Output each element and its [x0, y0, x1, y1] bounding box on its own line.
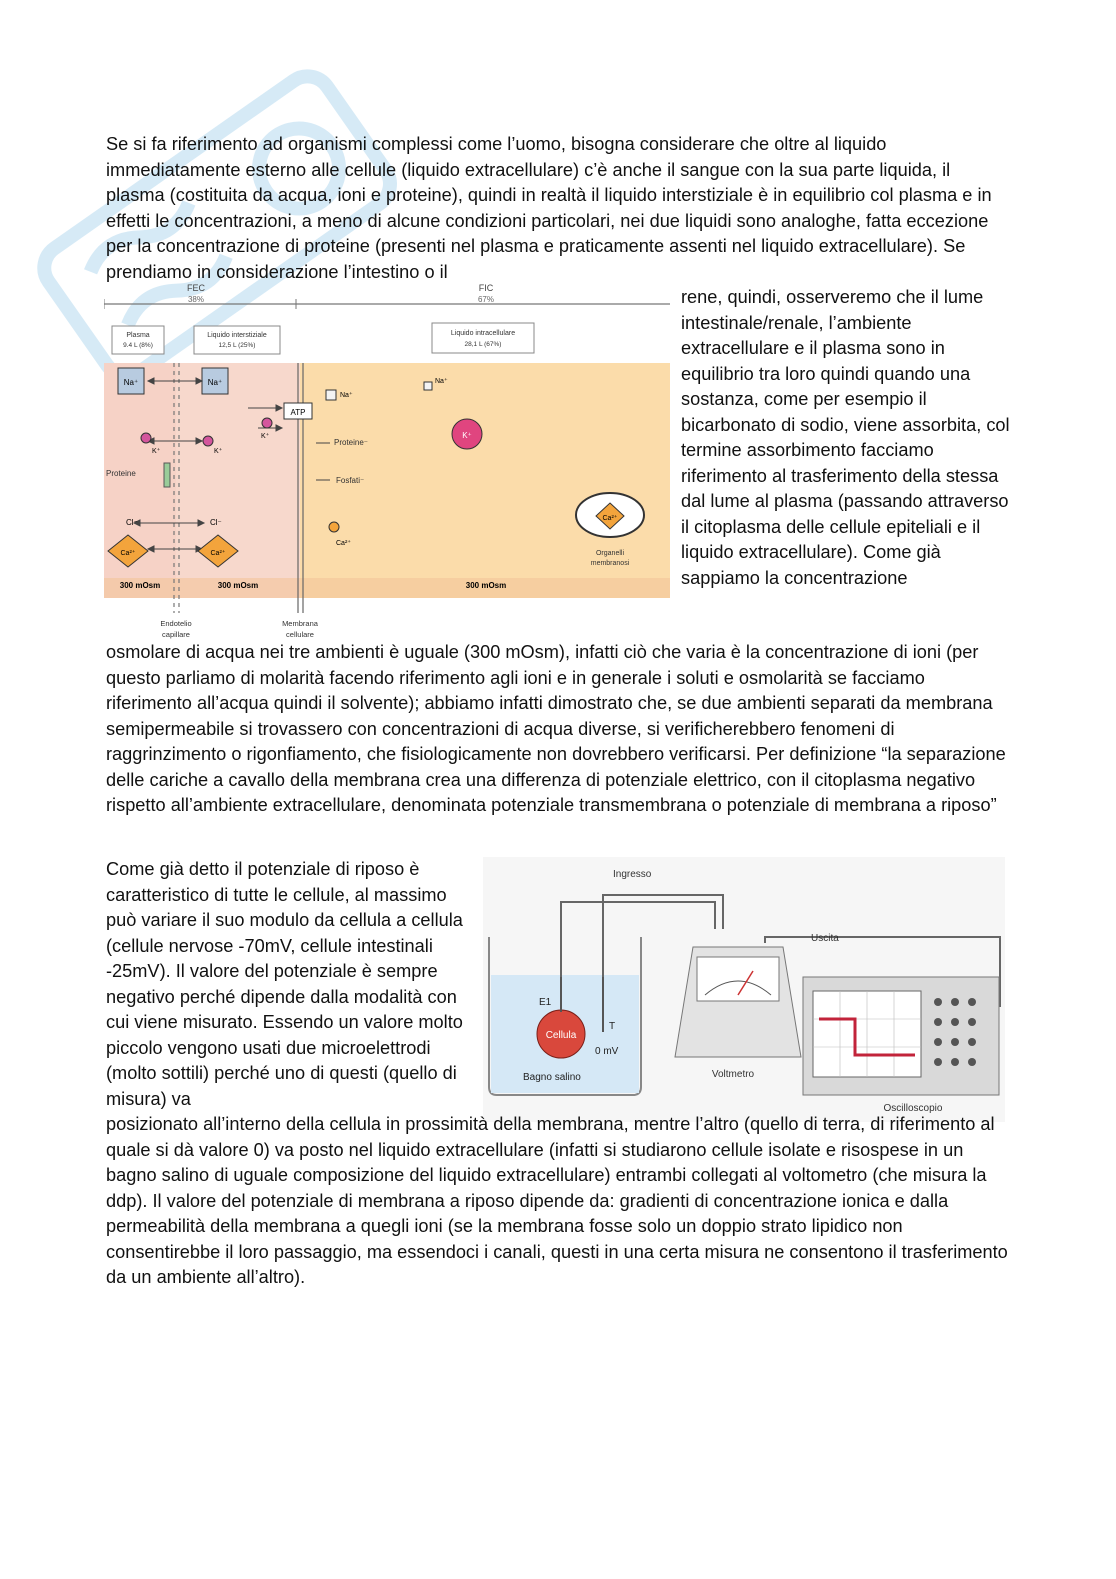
svg-text:T: T: [609, 1021, 616, 1032]
plasma-box: [112, 326, 164, 354]
svg-text:Fosfati⁻: Fosfati⁻: [336, 476, 365, 485]
svg-text:Proteine⁻: Proteine⁻: [334, 438, 369, 447]
svg-text:300 mOsm: 300 mOsm: [217, 581, 259, 590]
svg-text:Ca²⁺: Ca²⁺: [210, 550, 226, 557]
svg-text:Organelli: Organelli: [595, 550, 625, 557]
svg-text:K⁺: K⁺: [214, 448, 223, 455]
fic-pct: 67%: [477, 295, 495, 304]
svg-text:Endotelio: Endotelio: [160, 619, 192, 628]
paragraph-resting-potential: Come già detto il potenziale di riposo è caratteristico di tutte le cellule, al massimo può variare il suo modulo da cellula a cellula (cellule nervose -70mV, cellule intestinali -25mV). Il valore del potenziale è sempre negativo perché dipende dalla modalità con cui viene misurato. Essendo un valore molto piccolo vengono usati due microelettrodi (molto sottili) perché uno di questi (quello di misura) va: [106, 859, 463, 1109]
svg-text:Liquido interstiziale: Liquido interstiziale: [207, 332, 267, 339]
svg-text:Ca²⁺: Ca²⁺: [602, 515, 618, 522]
svg-text:300 mOsm: 300 mOsm: [465, 581, 507, 590]
svg-text:capillare: capillare: [162, 630, 190, 639]
input-label: Ingresso: [613, 869, 652, 880]
svg-text:300 mOsm: 300 mOsm: [119, 581, 161, 590]
cell-label: Cellula: [545, 1030, 577, 1041]
paragraph-intro-continued: osmolare di acqua nei tre ambienti è uguale (300 mOsm), infatti ciò che varia è la concentrazione di ioni (per questo parliamo di molarità facendo riferimento agli ioni e in generale i soluti e osmolarità se facciamo riferimento all’acqua quindi il solvente); abbiamo infatti dimostrato che, se due ambienti separati da membrana semipermeabile si trovassero con concentrazioni di acqua diverse, si verificherebbero fenomeni di raggrinzimento o rigonfiamento, che fisiologicamente non dovrebbero verificarsi. Per definizione “la separazione delle cariche a cavallo della membrana crea una differenza di potenziale elettrico, con il citoplasma negativo rispetto all’ambiente extracellulare, denominata potenziale transmembrana o potenziale di membrana a riposo”: [106, 642, 1006, 815]
svg-text:Proteine: Proteine: [106, 469, 136, 478]
fec-pct: 38%: [187, 295, 205, 304]
paragraph-resting-potential-continued: posizionato all’interno della cellula in prossimità della membrana, mentre l’altro (quello di terra, di riferimento al quale si dà valore 0) va posto nel liquido extracellulare (infatti si studiarono cellule isolate e risospese in un bagno salino di uguale composizione del liquido extracellulare) entrambi collegati al voltometro (che misura la ddp). Il valore del potenziale di membrana a riposo dipende da: gradienti di concentrazione ionica e dalla permeabilità della membrana a quegli ioni (se la membrana fosse solo un doppio strato lipidico non consentirebbe il loro passaggio, ma essendoci i canali, questi in una certa misura ne consentono il trasferimento da un ambiente all’altro).: [106, 1114, 1008, 1287]
svg-text:membranosi: membranosi: [590, 560, 630, 567]
svg-text:K⁺: K⁺: [462, 431, 472, 440]
intracellular-box: [432, 323, 534, 353]
svg-text:K⁺: K⁺: [261, 433, 270, 440]
figure-body-fluid-compartments: [104, 283, 670, 643]
svg-text:Ca²⁺: Ca²⁺: [336, 540, 351, 547]
svg-text:0 mV: 0 mV: [595, 1046, 619, 1057]
paragraph-intro-side: rene, quindi, osserveremo che il lume intestinale/renale, l’ambiente extracellulare e il plasma sono in equilibrio tra loro quindi quando una sostanza, come per esempio il bicarbonato di sodio, viene assorbita, col termine assorbimento facciamo riferimento al trasferimento della stessa dal lume al plasma (passando attraverso il citoplasma delle cellule epiteliali e il liquido extracellulare). Come già sappiamo la concentrazione: [681, 287, 1010, 588]
svg-text:Na⁺: Na⁺: [207, 378, 223, 387]
svg-text:E1: E1: [539, 997, 552, 1008]
svg-text:Cl⁻: Cl⁻: [210, 518, 222, 527]
svg-text:Na⁺: Na⁺: [435, 378, 448, 385]
svg-text:9.4 L (8%): 9.4 L (8%): [123, 342, 153, 349]
fic-label: FIC: [478, 283, 494, 293]
svg-text:Liquido intracellulare: Liquido intracellulare: [450, 330, 516, 337]
svg-text:28,1 L (67%): 28,1 L (67%): [464, 341, 502, 348]
svg-text:cellulare: cellulare: [286, 630, 314, 639]
svg-text:Plasma: Plasma: [126, 332, 150, 339]
interstitial-compartment: [176, 363, 300, 598]
svg-text:Ca²⁺: Ca²⁺: [120, 550, 136, 557]
figure-membrane-potential-measurement: [483, 857, 1005, 1122]
output-label: Uscita: [811, 933, 839, 944]
svg-text:Na⁺: Na⁺: [123, 378, 139, 387]
interstitial-box: [194, 326, 280, 354]
svg-text:K⁺: K⁺: [152, 448, 161, 455]
fec-label: FEC: [187, 283, 205, 293]
voltmeter-label: Voltmetro: [711, 1069, 755, 1080]
svg-text:ATP: ATP: [290, 408, 306, 417]
oscilloscope-label: Oscilloscopio: [883, 1103, 943, 1114]
svg-text:Na⁺: Na⁺: [340, 392, 353, 399]
paragraph-intro: Se si fa riferimento ad organismi complessi come l’uomo, bisogna considerare che oltre al liquido immediatamente esterno alle cellule (liquido extracellulare) c’è anche il sangue con la sua parte liquida, il plasma (costituita da acqua, ioni e proteine), quindi in realtà il liquido interstiziale è in equilibrio col plasma e in effetti le concentrazioni, a meno di alcune condizioni particolari, nei due liquidi sono analoghe, fatta eccezione per la concentrazione di proteine (presenti nel plasma e praticamente assenti nel liquido extracellulare). Se prendiamo in considerazione l’intestino o il: [106, 134, 992, 282]
svg-text:Membrana: Membrana: [282, 619, 318, 628]
svg-text:Cl⁻: Cl⁻: [126, 518, 138, 527]
svg-text:Bagno salino: Bagno salino: [523, 1072, 581, 1083]
svg-text:12,5 L (25%): 12,5 L (25%): [218, 342, 256, 349]
